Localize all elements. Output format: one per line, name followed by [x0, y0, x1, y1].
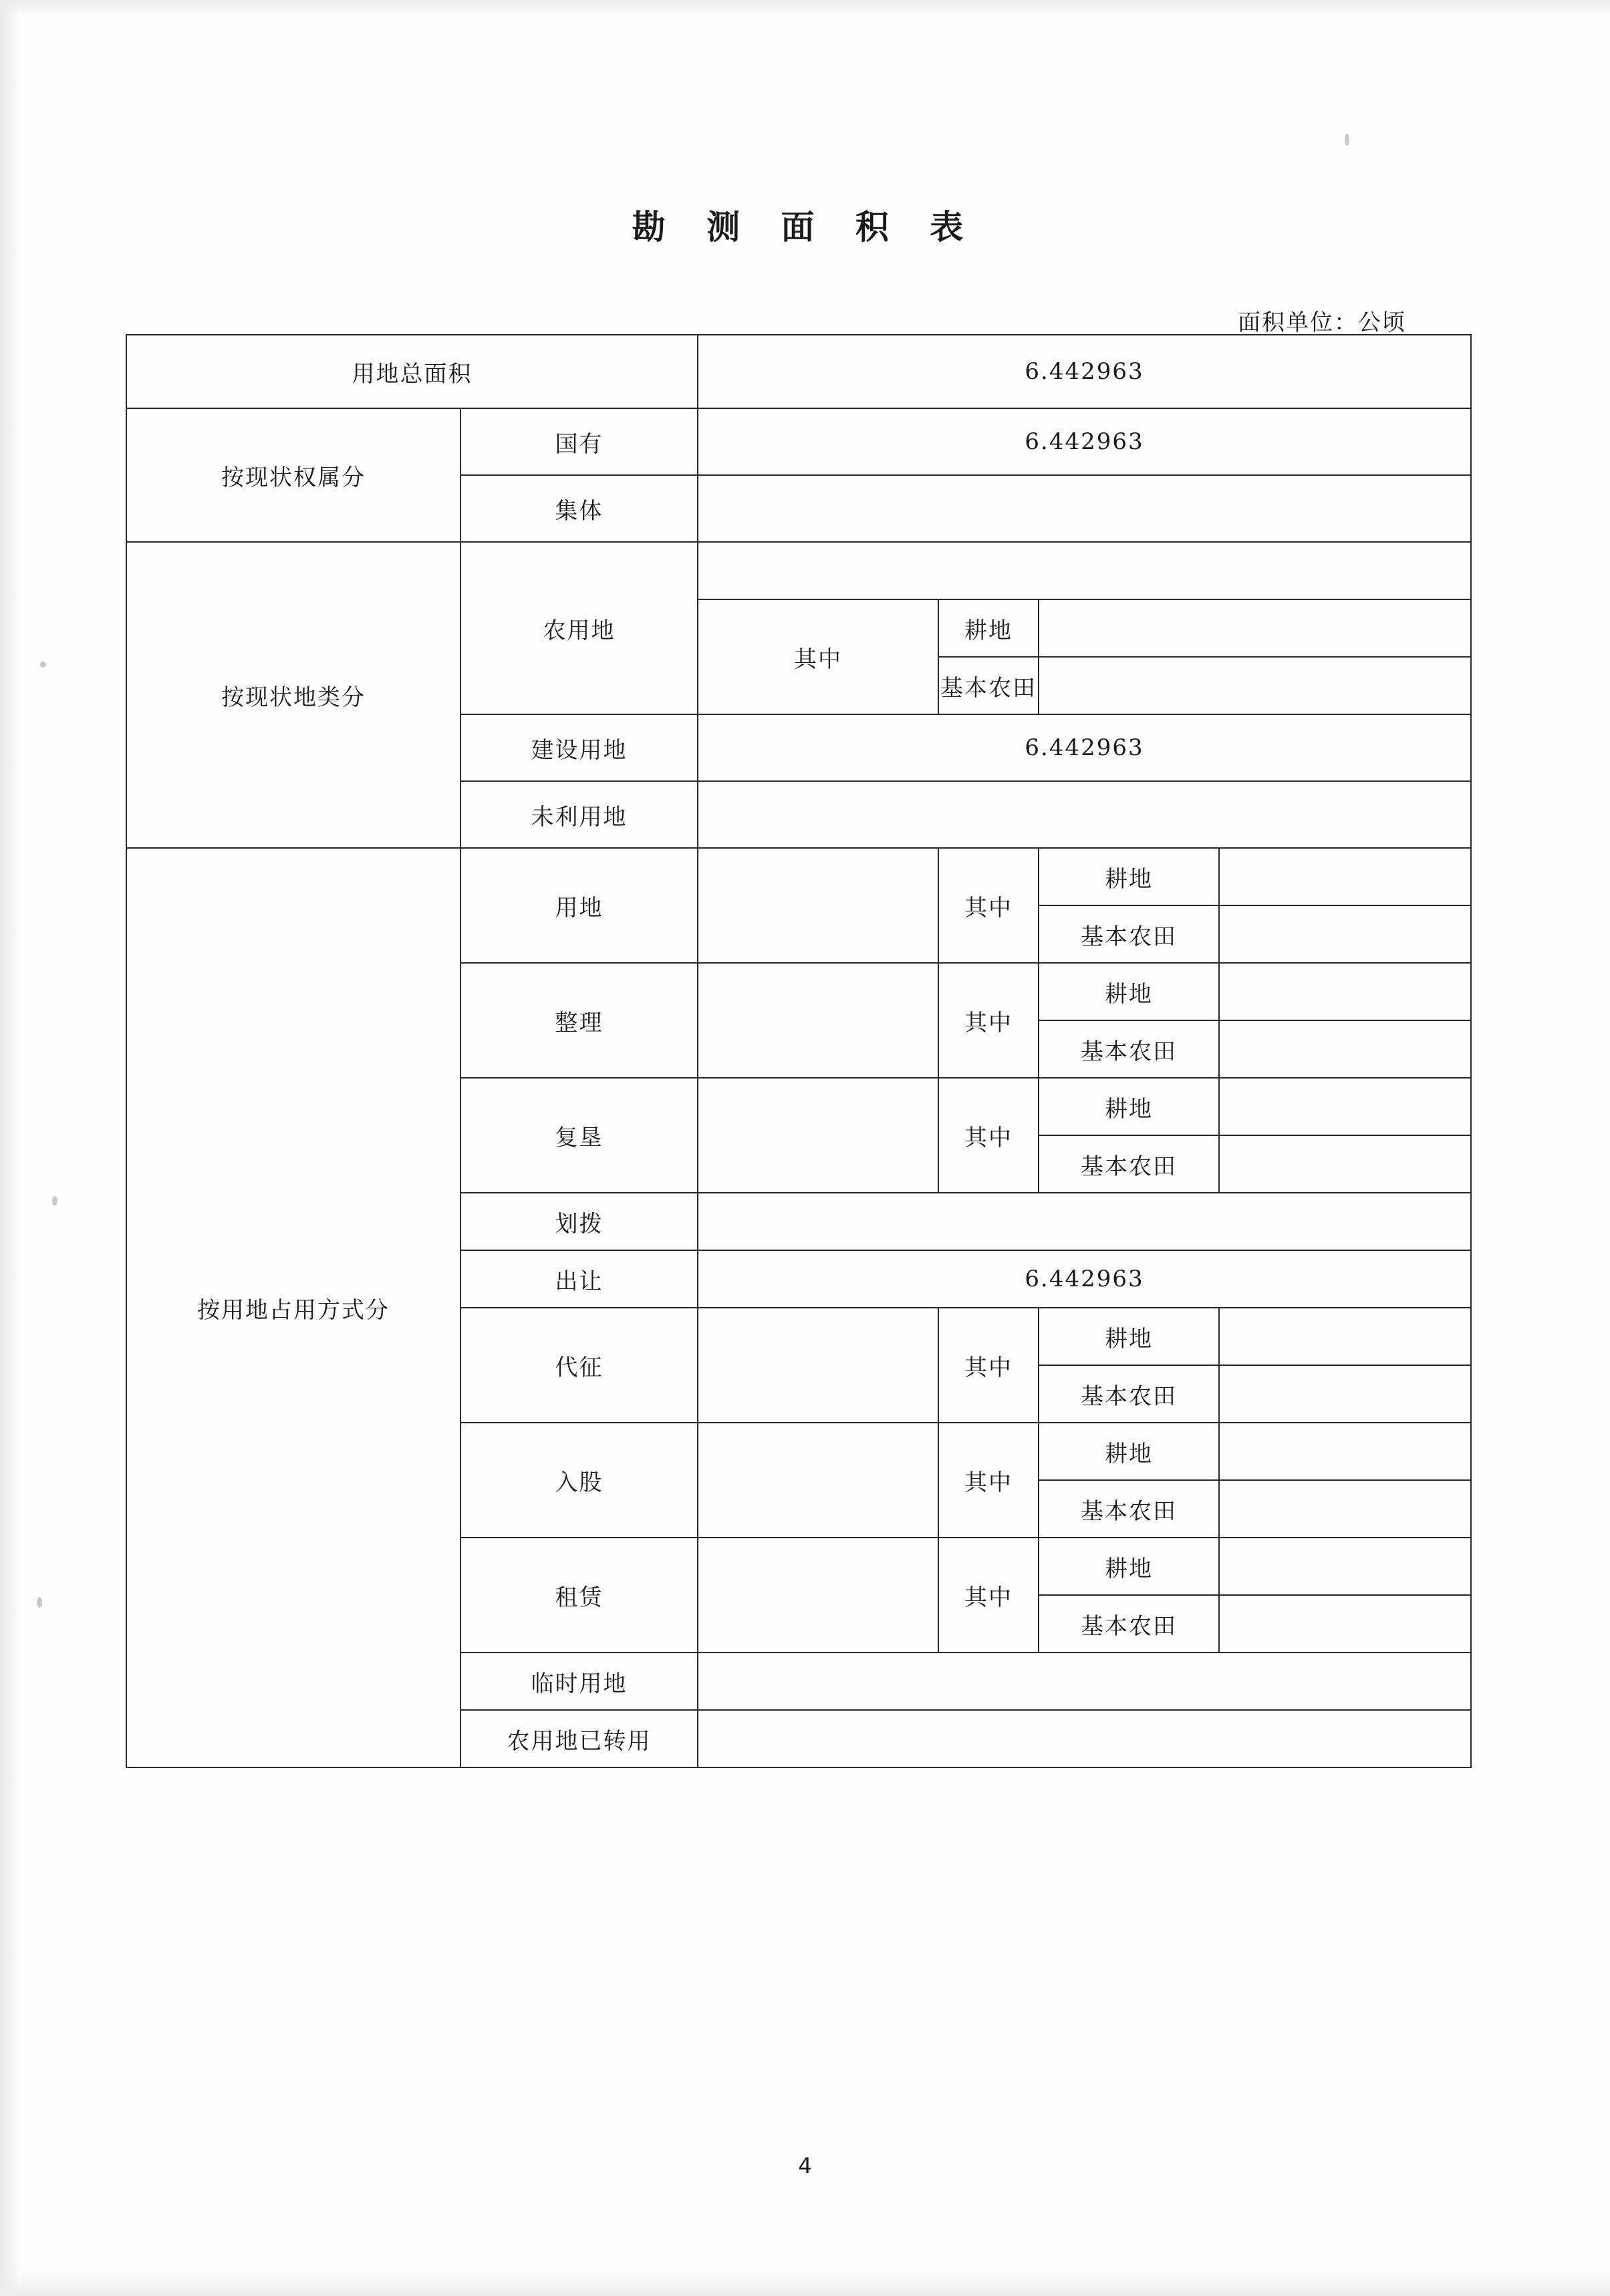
- label-temporary-land: 临时用地: [460, 1653, 698, 1710]
- table-row: [126, 408, 1471, 475]
- scan-edge-top: [0, 0, 1610, 16]
- label-cultivated-land-share: 耕地: [1039, 1423, 1219, 1480]
- value-unused-land: [698, 781, 1471, 848]
- label-among-which-expropriation: 其中: [938, 1308, 1039, 1423]
- label-total-area: 用地总面积: [126, 335, 698, 408]
- label-expropriation: 代征: [460, 1308, 698, 1423]
- label-reclamation: 复垦: [460, 1078, 698, 1193]
- label-by-land-type: 按现状地类分: [126, 542, 460, 848]
- value-allocation: [698, 1193, 1471, 1250]
- label-cultivated-land-reclamation: 耕地: [1039, 1078, 1219, 1135]
- survey-area-table: [126, 334, 1472, 1768]
- value-share-cultivated: [1219, 1423, 1471, 1480]
- value-lease-cultivated: [1219, 1538, 1471, 1595]
- label-by-occupation-mode: 按用地占用方式分: [126, 848, 460, 1767]
- value-lease-amount: [698, 1538, 938, 1653]
- label-cultivated-land-expropriation: 耕地: [1039, 1308, 1219, 1365]
- label-state-owned: 国有: [460, 408, 698, 475]
- label-among-which-share: 其中: [938, 1423, 1039, 1538]
- value-collective: [698, 475, 1471, 542]
- value-share-basic-farmland: [1219, 1480, 1471, 1538]
- label-agricultural-land: 农用地: [460, 542, 698, 714]
- label-basic-farmland-agricultural: 基本农田: [938, 657, 1039, 714]
- label-share-investment: 入股: [460, 1423, 698, 1538]
- label-cultivated-land-lease: 耕地: [1039, 1538, 1219, 1595]
- value-expropriation-basic-farmland: [1219, 1365, 1471, 1423]
- value-share-amount: [698, 1423, 938, 1538]
- label-basic-farmland-lease: 基本农田: [1039, 1595, 1219, 1653]
- value-reclamation-cultivated: [1219, 1078, 1471, 1135]
- label-basic-farmland-consolidation: 基本农田: [1039, 1020, 1219, 1078]
- label-among-which-lease: 其中: [938, 1538, 1039, 1653]
- label-among-which-land-use: 其中: [938, 848, 1039, 963]
- label-cultivated-land-use: 耕地: [1039, 848, 1219, 905]
- page-title: 勘 测 面 积 表: [632, 207, 978, 247]
- label-cultivated-land-consolidation: 耕地: [1039, 963, 1219, 1020]
- page-number: 4: [798, 2153, 812, 2178]
- scan-edge-bottom: [0, 2269, 1610, 2296]
- value-consolidation-cultivated: [1219, 963, 1471, 1020]
- value-total-area: 6.442963: [698, 335, 1471, 408]
- value-agricultural-basic-farmland: [1039, 657, 1471, 714]
- label-basic-farmland-land-use: 基本农田: [1039, 905, 1219, 963]
- scan-speck: [37, 1597, 42, 1608]
- label-collective: 集体: [460, 475, 698, 542]
- area-unit-note: 面积单位：公顷: [1238, 309, 1406, 336]
- label-cultivated-land-agricultural: 耕地: [938, 599, 1039, 657]
- value-reclamation-basic-farmland: [1219, 1135, 1471, 1193]
- value-lease-basic-farmland: [1219, 1595, 1471, 1653]
- value-converted-agricultural-land: [698, 1710, 1471, 1767]
- scan-speck: [40, 662, 46, 668]
- value-construction-land: 6.442963: [698, 714, 1471, 781]
- table-row: [126, 335, 1471, 408]
- label-unused-land: 未利用地: [460, 781, 698, 848]
- value-consolidation-amount: [698, 963, 938, 1078]
- value-state-owned: 6.442963: [698, 408, 1471, 475]
- label-transfer: 出让: [460, 1250, 698, 1308]
- label-by-ownership: 按现状权属分: [126, 408, 460, 542]
- label-among-which-reclamation: 其中: [938, 1078, 1039, 1193]
- scan-speck: [1345, 134, 1349, 146]
- value-land-use-basic-farmland: [1219, 905, 1471, 963]
- label-converted-agricultural-land: 农用地已转用: [460, 1710, 698, 1767]
- value-agricultural-land: [698, 542, 1471, 599]
- label-consolidation: 整理: [460, 963, 698, 1078]
- table-row: [126, 848, 1471, 905]
- value-temporary-land: [698, 1653, 1471, 1710]
- value-reclamation-amount: [698, 1078, 938, 1193]
- label-basic-farmland-expropriation: 基本农田: [1039, 1365, 1219, 1423]
- label-basic-farmland-share: 基本农田: [1039, 1480, 1219, 1538]
- value-land-use-amount: [698, 848, 938, 963]
- label-among-which-consolidation: 其中: [938, 963, 1039, 1078]
- label-allocation: 划拨: [460, 1193, 698, 1250]
- label-land-use: 用地: [460, 848, 698, 963]
- value-consolidation-basic-farmland: [1219, 1020, 1471, 1078]
- value-expropriation-cultivated: [1219, 1308, 1471, 1365]
- value-transfer: 6.442963: [698, 1250, 1471, 1308]
- label-among-which-agricultural: 其中: [698, 599, 938, 714]
- label-construction-land: 建设用地: [460, 714, 698, 781]
- value-expropriation-amount: [698, 1308, 938, 1423]
- label-lease: 租赁: [460, 1538, 698, 1653]
- value-land-use-cultivated: [1219, 848, 1471, 905]
- scan-speck: [52, 1196, 57, 1205]
- label-basic-farmland-reclamation: 基本农田: [1039, 1135, 1219, 1193]
- scan-edge-left: [0, 0, 20, 2296]
- table-row: [126, 542, 1471, 599]
- value-agricultural-cultivated: [1039, 599, 1471, 657]
